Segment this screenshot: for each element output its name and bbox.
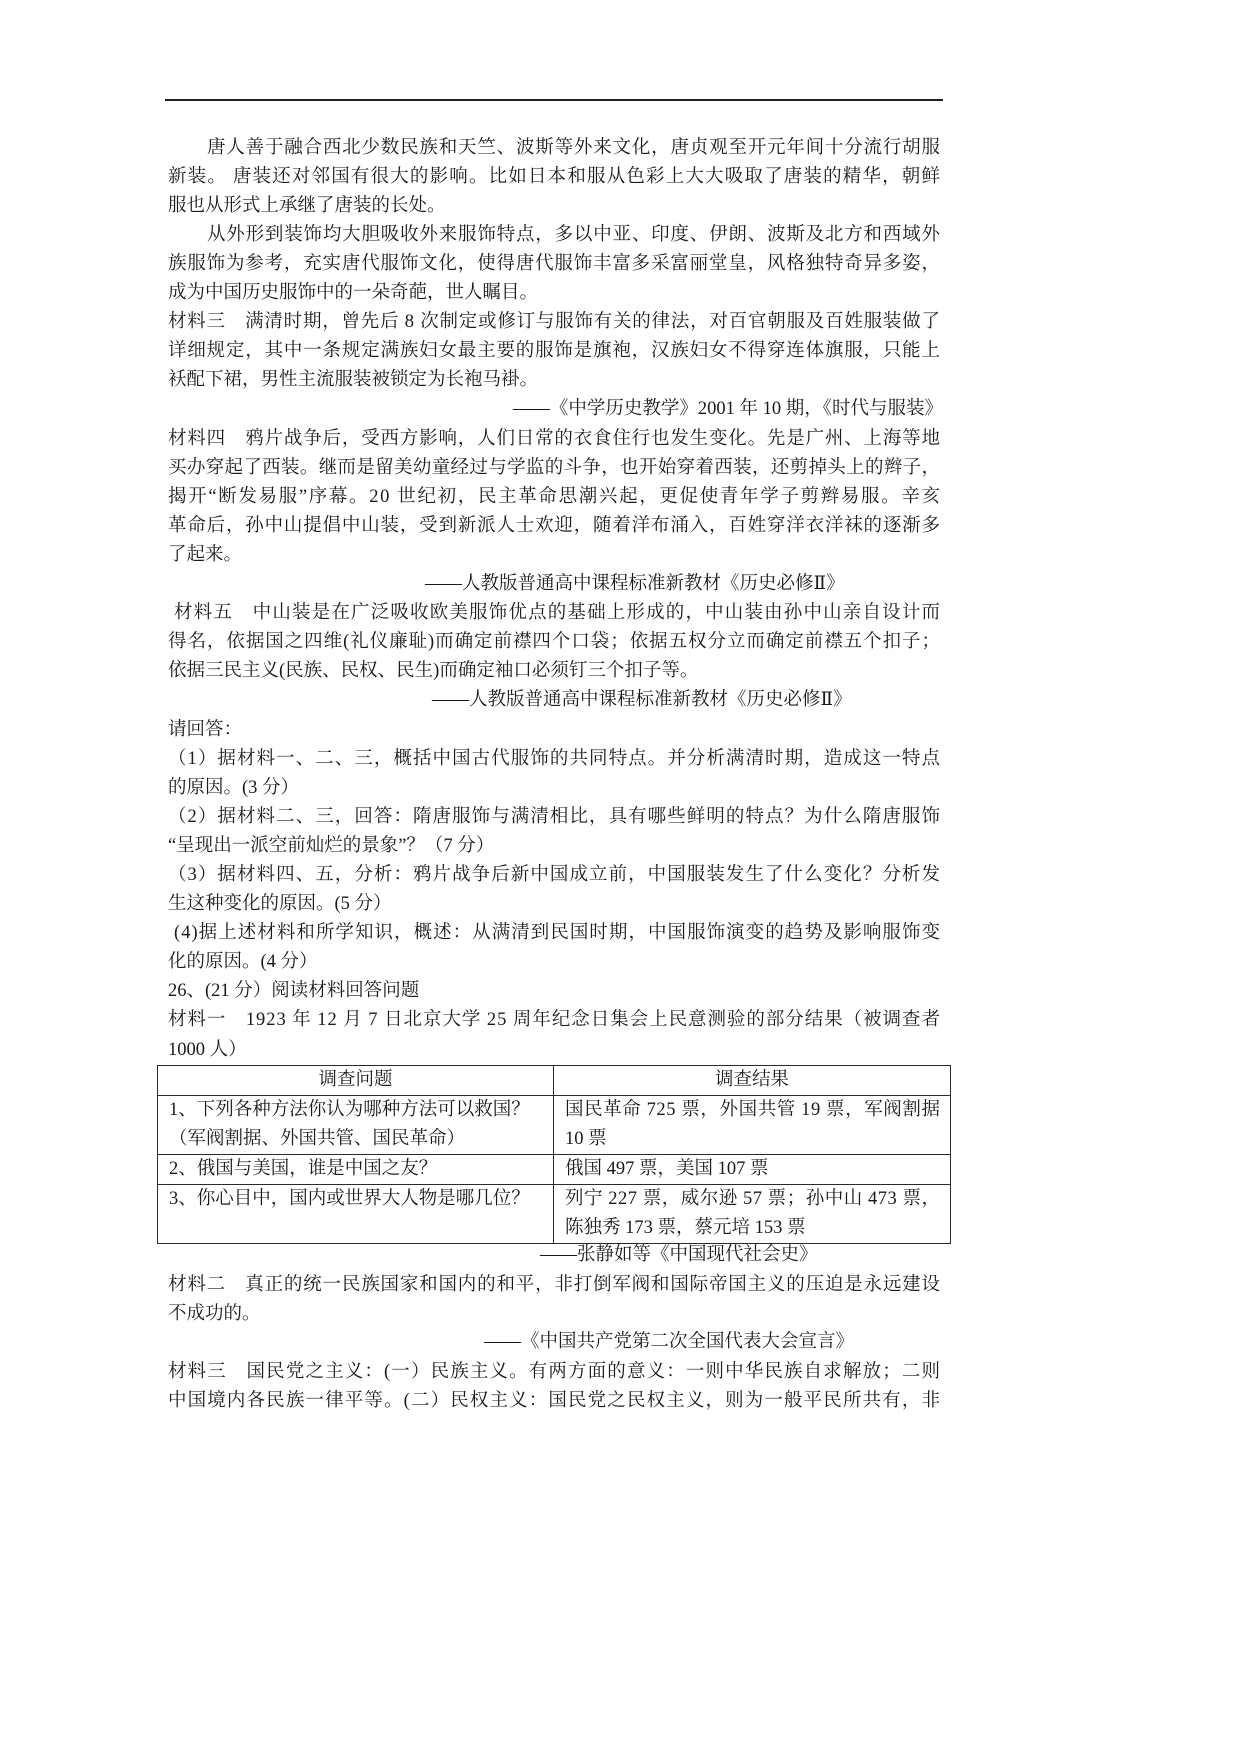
tang-passage-line: 新装。 唐装还对邻国有很大的影响。比如日本和服从色彩上大大吸取了唐装的精华，朝鲜	[168, 167, 942, 187]
cell-line: 国民革命 725 票，外国共管 19 票，军阀割据	[565, 1100, 941, 1120]
material-5-line: 得名，依据国之四维(礼仪廉耻)而确定前襟四个口袋；依据五权分立而确定前襟五个扣子；	[168, 632, 941, 652]
material-3-line: 材料三 满清时期，曾先后 8 次制定或修订与服饰有关的律法，对百官朝服及百姓服装做了	[168, 312, 941, 332]
source-citation: ——人教版普通高中课程标准新教材《历史必修Ⅱ》	[425, 574, 845, 594]
q26-material-2-line: 不成功的。	[168, 1304, 261, 1324]
table-header-cell: 调查结果	[554, 1066, 951, 1096]
q26-material-2-line: 材料二 真正的统一民族国家和国内的和平，非打倒军阀和国际帝国主义的压迫是永远建设	[168, 1275, 941, 1295]
material-4-line: 材料四 鸦片战争后，受西方影响，人们日常的衣食住行也发生变化。先是广州、上海等地	[168, 429, 941, 449]
material-4-line: 革命后，孙中山提倡中山装，受到新派人士欢迎，随着洋布涌入，百姓穿洋衣洋袜的逐渐多	[168, 516, 941, 536]
result-cell	[554, 1155, 951, 1185]
material-4-line: 揭开“断发易服”序幕。20 世纪初，民主革命思潮兴起，更促使青年学子剪辫易服。辛亥	[168, 487, 942, 507]
material-5-line: 材料五 中山装是在广泛吸收欧美服饰优点的基础上形成的，中山装由孙中山亲自设计而	[174, 603, 942, 623]
question-line: 化的原因。(4 分）	[168, 952, 318, 972]
material-4-line: 买办穿起了西装。继而是留美幼童经过与学监的斗争，也开始穿着西装，还剪掉头上的辫子，	[168, 458, 941, 478]
table-row	[158, 1096, 951, 1155]
question-cell	[158, 1185, 554, 1244]
question-line: （1）据材料一、二、三，概括中国古代服饰的共同特点。并分析满清时期，造成这一特点	[168, 749, 942, 769]
result-cell	[554, 1096, 951, 1155]
tang-passage-line: 唐人善于融合西北少数民族和天竺、波斯等外来文化，唐贞观至开元年间十分流行胡服	[207, 138, 941, 158]
table-row	[158, 1185, 951, 1244]
tang-passage-line: 服也从形式上承继了唐装的长处。	[168, 196, 446, 216]
survey-table	[157, 1065, 951, 1244]
material-3-line: 袄配下裙，男性主流服装被锁定为长袍马褂。	[168, 370, 539, 390]
tang-passage-line: 成为中国历史服饰中的一朵奇葩，世人瞩目。	[168, 283, 539, 303]
material-5-line: 依据三民主义(民族、民权、民生)而确定袖口必须钉三个扣子等。	[168, 661, 699, 681]
source-citation: ——张静如等《中国现代社会史》	[540, 1245, 818, 1265]
question-line: (4)据上述材料和所学知识，概述：从满清到民国时期，中国服饰演变的趋势及影响服饰变	[174, 923, 942, 943]
question-line: 的原因。(3 分）	[168, 778, 300, 798]
tang-passage-line: 从外形到装饰均大胆吸收外来服饰特点，多以中亚、印度、伊朗、波斯及北方和西域外	[207, 225, 941, 245]
cell-line: 1、下列各种方法你认为哪种方法可以救国？	[169, 1100, 530, 1120]
table-header-row	[158, 1066, 951, 1096]
question-26-title: 26、(21 分）阅读材料回答问题	[168, 981, 420, 1001]
cell-line: （军阀割据、外国共管、国民革命）	[169, 1129, 466, 1149]
question-line: “呈现出一派空前灿烂的景象”？（7 分）	[168, 836, 495, 856]
table-header-cell: 调查问题	[158, 1066, 554, 1096]
source-citation: ——《中国共产党第二次全国代表大会宣言》	[484, 1332, 855, 1352]
cell-line: 2、俄国与美国，谁是中国之友？	[169, 1159, 438, 1179]
q26-material-3-line: 中国境内各民族一律平等。(二）民权主义：国民党之民权主义，则为一般平民所共有，非	[168, 1391, 942, 1411]
question-line: （2）据材料二、三，回答：隋唐服饰与满清相比，具有哪些鲜明的特点？为什么隋唐服饰	[168, 807, 942, 827]
material-3-line: 详细规定，其中一条规定满族妇女最主要的服饰是旗袍，汉族妇女不得穿连体旗服，只能上	[168, 341, 941, 361]
question-line: （3）据材料四、五，分析：鸦片战争后新中国成立前，中国服装发生了什么变化？分析发	[168, 865, 942, 885]
material-4-line: 了起来。	[168, 545, 243, 565]
q26-material-3-line: 材料三 国民党之主义：(一）民族主义。有两方面的意义：一则中华民族自求解放；二则	[168, 1362, 942, 1382]
header-rule	[165, 99, 943, 101]
q26-material-1-line: 材料一 1923 年 12 月 7 日北京大学 25 周年纪念日集会上民意测验的部分结果（被调查者	[168, 1010, 941, 1030]
question-cell	[158, 1155, 554, 1185]
cell-line: 10 票	[565, 1129, 607, 1149]
question-cell	[158, 1096, 554, 1155]
tang-passage-line: 族服饰为参考，充实唐代服饰文化，使得唐代服饰丰富多采富丽堂皇，风格独特奇异多姿，	[168, 254, 941, 274]
cell-line: 俄国 497 票，美国 107 票	[565, 1159, 769, 1179]
source-citation: ——《中学历史教学》2001 年 10 期，《时代与服装》	[512, 399, 943, 419]
result-cell	[554, 1185, 951, 1244]
cell-line: 陈独秀 173 票，蔡元培 153 票	[565, 1218, 806, 1238]
cell-line: 列宁 227 票，威尔逊 57 票；孙中山 473 票，	[565, 1189, 941, 1209]
question-line: 生这种变化的原因。(5 分）	[168, 894, 392, 914]
q26-material-1-line: 1000 人）	[168, 1040, 247, 1060]
cell-line: 3、你心目中，国内或世界大人物是哪几位？	[169, 1189, 530, 1209]
source-citation: ——人教版普通高中课程标准新教材《历史必修Ⅱ》	[432, 690, 852, 710]
table-row	[158, 1155, 951, 1185]
answer-prompt: 请回答：	[168, 720, 243, 740]
